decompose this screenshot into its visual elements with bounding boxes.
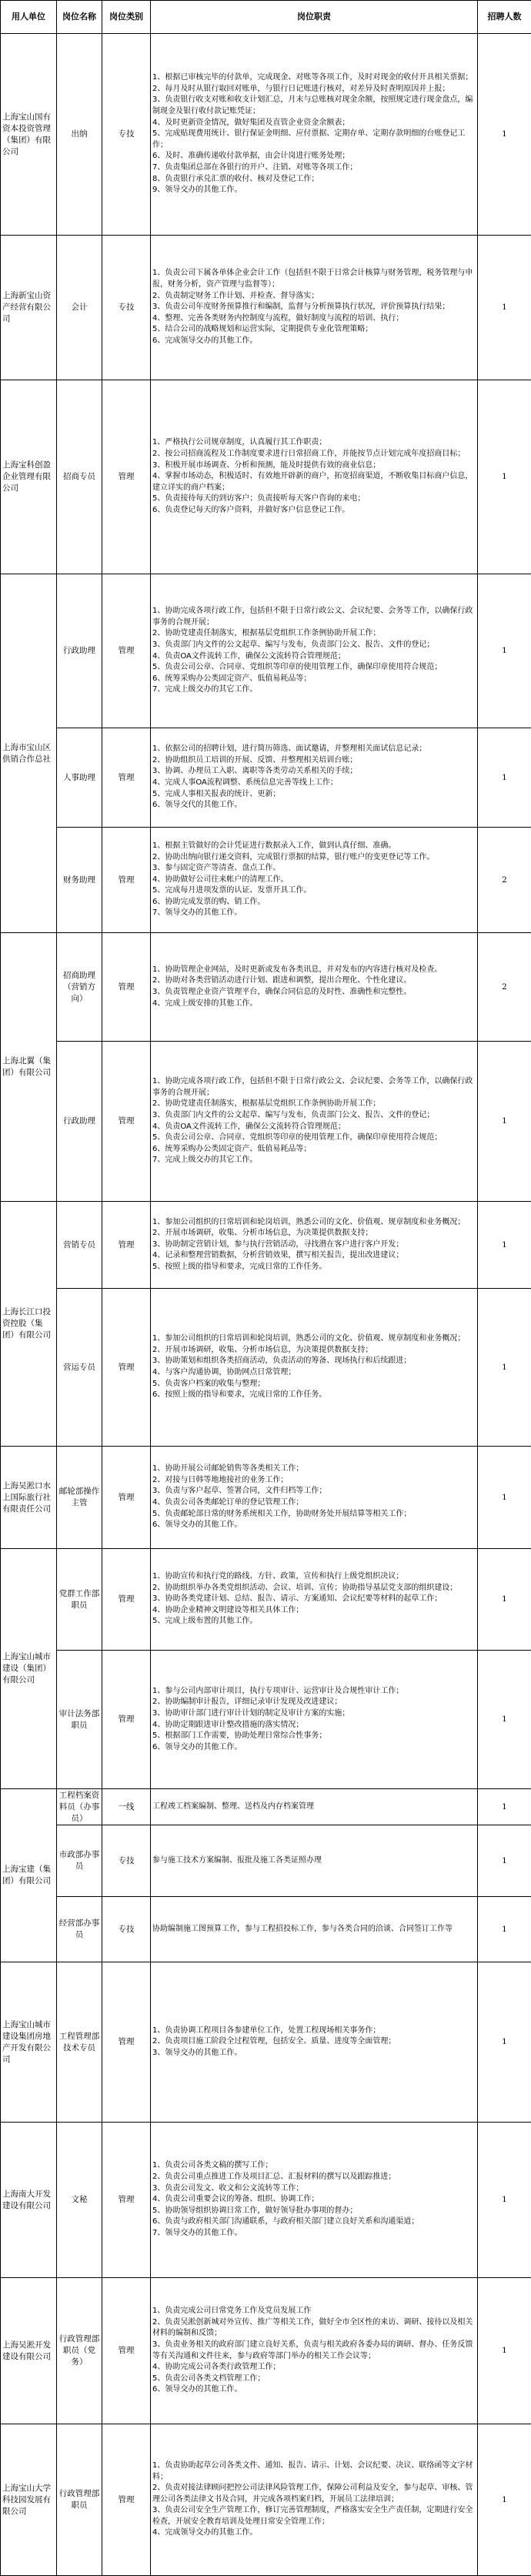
duty-item: 3、负责管理企业资产管理平台，确保合同信息的及时性、准确性和完整性。 [152, 987, 475, 999]
hiring-count-cell: 1 [478, 1289, 531, 1447]
duties-cell [151, 828, 478, 933]
hiring-count-cell: 1 [478, 2424, 531, 2576]
position-category-cell: 专技 [102, 236, 151, 380]
table-row [1, 2424, 531, 2576]
position-name-cell: 行政管理部职员 [57, 2424, 102, 2576]
duties-cell [151, 1447, 478, 1549]
duty-item: 4、协助完成公司各类行政管理工作； [152, 2362, 475, 2374]
duties-cell [151, 728, 478, 828]
position-category-cell: 管理 [102, 380, 151, 574]
duties-cell [151, 1651, 478, 1789]
duty-item: 3、负责公司安全生产管理工作，修订完善管理制度，严格落实安全生产责任制，定期进行安全检查，开展安全教育培训及处理日常安全管理工作； [152, 2505, 475, 2527]
duty-item: 3、负责公司发文、收文和公文流转等工作； [152, 2183, 475, 2195]
duty-item: 1、负责完成公司日常党务工作及党员发展工作 [152, 2306, 475, 2317]
duty-item: 4、记录和整理营销数据，分析营销效果，撰写相关报告，提出改进建议； [152, 1250, 475, 1262]
duty-item: 6、领导交办的其他工作。 [152, 1742, 475, 1754]
employer-unit-cell: 上海宝建（集团）有限公司 [1, 1789, 57, 1962]
table-row [1, 1289, 531, 1447]
hiring-count-cell: 1 [478, 1042, 531, 1202]
duty-item: 工程竣工档案编制、整理、送档及内存档案管理 [152, 1802, 475, 1813]
duty-item: 7、领导交办的其他工作。 [152, 908, 475, 919]
duty-item: 3、负责与客户起草、签署合同，文件归档等工作； [152, 1486, 475, 1497]
duty-item: 5、完成贴现费用统计、银行保证金明细、应付票据、定期存单、定期存款明细的台账登记工作； [152, 129, 475, 151]
header-count: 招聘人数 [478, 1, 531, 34]
hiring-count-cell: 1 [478, 574, 531, 728]
duties-cell [151, 2278, 478, 2424]
hiring-count-cell: 1 [478, 34, 531, 236]
position-name-cell: 行政助理 [57, 1042, 102, 1202]
duty-item: 5、完成人事相关报表的统计、更新； [152, 789, 475, 801]
duty-item: 6、统筹采购办公类固定资产、低值易耗品等； [152, 1144, 475, 1156]
duty-item: 1、负责公司各类文稿的撰写工作； [152, 2160, 475, 2172]
duties-cell [151, 1549, 478, 1651]
duty-item: 5、负责客户档案的收集与整理； [152, 1379, 475, 1390]
position-name-cell: 出纳 [57, 34, 102, 236]
duty-item: 6、完成领导交办的其他工作。 [152, 336, 475, 347]
duty-item: 2、开展市场调研，收集、分析市场信息，为决策提供数据支持； [152, 1345, 475, 1357]
position-category-cell: 管理 [102, 2278, 151, 2424]
position-name-cell: 文秘 [57, 2123, 102, 2278]
table-row [1, 2123, 531, 2278]
duty-item: 7、完成上级交办的其它工作。 [152, 1155, 475, 1166]
duty-item: 2、协助出纳向银行递交资料，完成银行票据的结算，银行账户的变更登记等工作。 [152, 852, 475, 864]
employer-unit-cell: 上海宝科创盈企业管理有限公司 [1, 380, 57, 574]
position-category-cell: 管理 [102, 828, 151, 933]
duty-item: 1、负责协助起草公司各类文件、通知、报告、请示、计划、会议纪要、决议、联络函等文字材料； [152, 2461, 475, 2483]
table-row [1, 1962, 531, 2123]
duty-item: 9、领导交办的其他工作。 [152, 185, 475, 196]
duties-cell [151, 1897, 478, 1962]
duty-item: 5、按照上级的指导和要求，完成日常的工作任务。 [152, 1262, 475, 1273]
position-name-cell: 行政管理部职员（党务） [57, 2278, 102, 2424]
duty-item: 6、领导交办的其他工作。 [152, 2384, 475, 2396]
header-position: 岗位名称 [57, 1, 102, 34]
position-category-cell: 管理 [102, 728, 151, 828]
hiring-count-cell: 1 [478, 2278, 531, 2424]
table-row [1, 34, 531, 236]
duty-item: 2、负责对接法律顾问把控公司法律风险管理工作，保障公司利益及安全，参与起草、审核、管理公司各类法律文书及合同，并完成各项档案归档，开展员工法律培训； [152, 2483, 475, 2505]
duty-item: 3、负责公司年度财务预算推行和编制，监督与分析预算执行状况，评价预算执行结果； [152, 302, 475, 313]
position-category-cell: 管理 [102, 1447, 151, 1549]
header-unit: 用人单位 [1, 1, 57, 34]
hiring-count-cell: 1 [478, 380, 531, 574]
duty-item: 1、依据公司的招聘计划，进行简历筛选、面试邀请，并整理相关面试信息记录； [152, 744, 475, 755]
duty-item: 6、及时、准确传递收付款单据，由会计岗进行账务处理； [152, 151, 475, 162]
duty-item: 5、根据部门工作需要，协助处理日常综合性事务； [152, 1731, 475, 1742]
duty-item: 2、负责公司重点推进工作及项目汇总、汇报材料的撰写以及跟踪推进； [152, 2172, 475, 2183]
duty-item: 7、领导交办的其他工作。 [152, 2228, 475, 2240]
duty-item: 2、负责制定财务工作计划、并检查、督导落实； [152, 291, 475, 303]
duty-item: 6、统筹采购办公类固定资产、低值易耗品等； [152, 674, 475, 685]
duty-item: 4、与客户沟通协调，协助网点日常管理； [152, 1367, 475, 1379]
position-category-cell: 管理 [102, 1651, 151, 1789]
table-row [1, 933, 531, 1042]
duty-item: 1、负责协调工程项目各参建单位工作，处置工程现场相关事务作； [152, 2026, 475, 2037]
duty-item: 协助编制施工图预算工作，参与工程招投标工作，参与各类合同的洽谈、合同签订工作等 [152, 1924, 475, 1935]
position-name-cell: 招商助理（营销方向） [57, 933, 102, 1042]
employer-unit-cell: 上海宝山城市建设集团房地产开发有限公司 [1, 1962, 57, 2123]
duty-item: 1、根据主管做好的会计凭证进行数据录入工作，做到认真仔细、准确。 [152, 841, 475, 852]
position-name-cell: 工程管理部技术专员 [57, 1962, 102, 2123]
position-name-cell: 人事助理 [57, 728, 102, 828]
duty-item: 6、协助完成发票的购、销工作。 [152, 897, 475, 908]
duty-item: 3、领导交办的其他工作。 [152, 2048, 475, 2059]
position-category-cell: 管理 [102, 933, 151, 1042]
duties-cell [151, 1289, 478, 1447]
duty-item: 3、负责部门内文件的公文起草、编写与发布，负责部门公文、报告、文件的登记； [152, 1110, 475, 1122]
duties-cell [151, 1202, 478, 1289]
duty-item: 1、参加公司组织的日常培训和轮岗培训，熟悉公司的文化、价值观、规章制度和业务概况； [152, 1217, 475, 1229]
employer-unit-cell: 上海宝山城市建设（集团）有限公司 [1, 1549, 57, 1789]
duty-item: 5、完成上级布置的其他工作。 [152, 1616, 475, 1628]
position-name-cell: 营运专员 [57, 1289, 102, 1447]
duty-item: 5、完成每月进项发票的认证、发票开具工作。 [152, 885, 475, 897]
duty-item: 5、负责邮轮部日常的财务系统相关工作，协助财务处开展结算等相关工作； [152, 1509, 475, 1521]
position-name-cell: 会计 [57, 236, 102, 380]
duty-item: 6、领导交办的其他工作。 [152, 1520, 475, 1531]
hiring-count-cell: 1 [478, 1651, 531, 1789]
employer-unit-cell: 上海吴淞口水上国际旅行社有限责任公司 [1, 1447, 57, 1549]
duty-item: 4、负责公司各类邮轮订单的登记管理工作； [152, 1497, 475, 1509]
hiring-count-cell: 1 [478, 1825, 531, 1897]
duties-cell [151, 1042, 478, 1202]
position-category-cell: 管理 [102, 1202, 151, 1289]
duty-item: 1、协助完成各项行政工作，包括但不限于日常行政公文、会议纪要、会务等工作，以确保行政事务的合规开展； [152, 606, 475, 628]
position-name-cell: 经营部办事员 [57, 1897, 102, 1962]
duty-item: 2、每月及时从银行取回对账单，与银行日记账进行核对，对差异及时查明原因并上报； [152, 84, 475, 95]
duty-item: 1、严格执行公司规章制度，认真履行其工作职责； [152, 437, 475, 449]
position-name-cell: 工程档案资料员（办事员） [57, 1789, 102, 1825]
duty-item: 4、协助做好公司往来帐户的清理工作。 [152, 875, 475, 886]
duties-cell [151, 2123, 478, 2278]
hiring-count-cell: 1 [478, 2123, 531, 2278]
table-row [1, 574, 531, 728]
hiring-count-cell: 1 [478, 1897, 531, 1962]
duties-cell [151, 236, 478, 380]
position-category-cell: 一线 [102, 1789, 151, 1825]
duties-cell [151, 933, 478, 1042]
position-name-cell: 财务助理 [57, 828, 102, 933]
table-row [1, 828, 531, 933]
position-name-cell: 营销专员 [57, 1202, 102, 1289]
duty-item: 参与施工技术方案编制、报批及施工各类证照办理 [152, 1855, 475, 1867]
duty-item: 3、协助策划和组织各类招商活动，负责活动的筹备、现场执行和后续跟进； [152, 1356, 475, 1367]
table-row [1, 1789, 531, 1825]
duty-item: 3、积极开展市场调查、分析和预测，能及时提供有效的商业信息； [152, 460, 475, 472]
table-row [1, 1202, 531, 1289]
position-category-cell: 管理 [102, 2424, 151, 2576]
header-duties: 岗位职责 [151, 1, 478, 34]
duty-item: 3、协调、办理员工入职、离职等各类劳动关系相关的手续； [152, 766, 475, 778]
table-header-row [1, 1, 531, 34]
hiring-count-cell: 1 [478, 1202, 531, 1289]
duty-item: 2、协助党建责任制落实，根据基层党组织工作条例协助开展工作； [152, 628, 475, 640]
duty-item: 3、负责银行收支对账和收支计划汇总，月末与总账核对现金余额，按照规定进行现金盘点，编制现金及银行收付款记账凭证； [152, 95, 475, 117]
table-body [1, 34, 531, 2576]
table-row [1, 1042, 531, 1202]
duty-item: 4、完成上级安排的其他工作。 [152, 999, 475, 1010]
duty-item: 4、整理、完善各类财务内控制度与流程，做好制度与流程的培训、执行； [152, 313, 475, 325]
duty-item: 2、开展市场调研，收集、分析市场信息，为决策提供数据支持； [152, 1228, 475, 1239]
position-name-cell: 党群工作部职员 [57, 1549, 102, 1651]
employer-unit-cell: 上海宝山大学科技园发展有限公司 [1, 2424, 57, 2576]
duty-item: 2、按公司招商流程及工作制度要求进行日常招商工作，并能按节点计划完成年度招商目标； [152, 449, 475, 460]
duties-cell [151, 2424, 478, 2576]
position-category-cell: 专技 [102, 1825, 151, 1897]
duty-item: 7、完成上级交办的其它工作。 [152, 684, 475, 696]
position-category-cell: 专技 [102, 34, 151, 236]
hiring-count-cell: 1 [478, 1962, 531, 2123]
hiring-count-cell: 2 [478, 933, 531, 1042]
position-category-cell: 管理 [102, 2123, 151, 2278]
duty-item: 1、参加公司组织的日常培训和轮岗培训，熟悉公司的文化、价值观、规章制度和业务概况； [152, 1333, 475, 1345]
duty-item: 6、按照上级的指导和要求，完成日常的工作任务。 [152, 1390, 475, 1401]
duty-item: 4、完成领导交办的其他工作。 [152, 2527, 475, 2539]
table-row [1, 1897, 531, 1962]
duty-item: 2、协助组织员工培训的开展、反馈、并整理相关培训台账； [152, 755, 475, 767]
position-category-cell: 管理 [102, 1042, 151, 1202]
duty-item: 2、协助对各类营销活动进行计划、跟进和调整，提出合理化、个性化建议。 [152, 975, 475, 987]
duties-cell [151, 1825, 478, 1897]
position-name-cell: 市政部办事员 [57, 1825, 102, 1897]
duty-item: 5、负责公司公章、合同章、党组织等印章的使用管理工作，确保印章使用符合规范； [152, 1132, 475, 1144]
duty-item: 6、负责登记每天的客户资料，并做好客户信息登记工作。 [152, 505, 475, 517]
duties-cell [151, 574, 478, 728]
duty-item: 5、负责公司公章、合同章、党组织等印章的使用管理工作，确保印章使用符合规范； [152, 662, 475, 674]
duties-cell [151, 1789, 478, 1825]
duty-item: 2、协助编制审计报告，详细记录审计发现及改进建议； [152, 1697, 475, 1708]
position-name-cell: 招商专员 [57, 380, 102, 574]
duty-item: 2、对接与日韩等地地接社的业务工作； [152, 1475, 475, 1487]
position-name-cell: 行政助理 [57, 574, 102, 728]
duty-item: 2、负责项目施工阶段全过程管理，包括安全、质量、进度等全面管理； [152, 2036, 475, 2048]
hiring-count-cell: 2 [478, 828, 531, 933]
duties-cell [151, 34, 478, 236]
duty-item: 4、协助企业精神文明建设等相关具体工作； [152, 1605, 475, 1617]
table-row [1, 728, 531, 828]
employer-unit-cell: 上海宝山国有资本投资管理（集团）有限公司 [1, 34, 57, 236]
table-row [1, 1651, 531, 1789]
position-category-cell: 管理 [102, 1289, 151, 1447]
employer-unit-cell: 上海新宝山资产经营有限公司 [1, 236, 57, 380]
duty-item: 1、协助管理企业网站，及时更新或发布各类讯息，并对发布的内容进行核对及检查。 [152, 965, 475, 976]
hiring-count-cell: 1 [478, 1789, 531, 1825]
duty-item: 1、协助宣传和执行党的路线、方针、政策，宣传和执行上级党组织决议； [152, 1571, 475, 1583]
duty-item: 1、协助开展公司邮轮销售等各类相关工作； [152, 1464, 475, 1475]
hiring-count-cell: 1 [478, 1447, 531, 1549]
table-row [1, 1549, 531, 1651]
duty-item: 5、负责公司各类文档管理工作； [152, 2374, 475, 2385]
hiring-count-cell: 1 [478, 728, 531, 828]
duty-item: 3、协助审计部门进行审计计划的制定及审计方案的实施； [152, 1708, 475, 1720]
duty-item: 3、负责业务相关的政府部门建立良好关系，负责与相关政府各委办局的调研、督办、任务反馈等有关沟通和文件往来，参与政府等部门举办的相关工作会议等； [152, 2340, 475, 2362]
table-row [1, 380, 531, 574]
duty-item: 5、负责接待每天的到访客户；负责接听每天客户咨询的来电； [152, 493, 475, 505]
duty-item: 3、参与固定资产等清查、盘点工作。 [152, 863, 475, 875]
duty-item: 6、领导交代的其他工作。 [152, 800, 475, 811]
duty-item: 3、协助各类党建计划、总结、报告、请示、方案通知、会议纪要等材料的起草工作； [152, 1594, 475, 1605]
duty-item: 4、掌握市场动态，积极适时、有效地开辟新的商户，拓宽招商渠道，不断收集目标商户信息，建立详实的商户档案； [152, 471, 475, 493]
duty-item: 1、负责公司下属各单体企业会计工作（包括但不限于日常会计核算与财务管理，税务管理与申报，财务分析，资产管理与监督等）； [152, 268, 475, 290]
employer-unit-cell: 上海长江口投资控股（集团）有限公司 [1, 1202, 57, 1447]
duty-item: 4、负责OA文件流转工作，确保公文流转符合管理规范； [152, 651, 475, 663]
duty-item: 1、参与公司内部审计项目，执行专项审计、运营审计及合规性审计工作； [152, 1686, 475, 1698]
duties-cell [151, 1962, 478, 2123]
duty-item: 7、负责集团总部在各银行的开户、注销、对账等各项工作； [152, 162, 475, 174]
duty-item: 4、及时更新资金情况，做好集团及直管企业资金余额表； [152, 118, 475, 129]
duty-item: 6、负责与政府相关部门沟通联系，与政府相关部门建立良好关系和沟通渠道； [152, 2216, 475, 2228]
header-category: 岗位类别 [102, 1, 151, 34]
employer-unit-cell: 上海市宝山区供销合作总社 [1, 574, 57, 933]
duty-item: 1、协助完成各项行政工作，包括但不限于日常行政公文、会议纪要、会务等工作，以确保行政事务的合规开展； [152, 1076, 475, 1099]
duty-item: 3、负责部门内文件的公文起草、编写与发布，负责部门公文、报告、文件的登记； [152, 640, 475, 651]
employer-unit-cell: 上海北翼（集团）有限公司 [1, 933, 57, 1202]
duty-item: 5、结合公司的战略规划和运营实际，定期提供专业化管理策略； [152, 324, 475, 336]
table-row [1, 236, 531, 380]
duty-item: 4、协助定期跟进审计整改措施的落实情况； [152, 1720, 475, 1731]
employer-unit-cell: 上海吴淞开发建设有限公司 [1, 2278, 57, 2424]
position-name-cell: 邮轮部操作主管 [57, 1447, 102, 1549]
duty-item: 2、负责吴淞创新城对外宣传、推广等相关工作，做好全市全区性的来访、调研、接待以及相关材料的编制和反馈； [152, 2317, 475, 2340]
position-category-cell: 管理 [102, 1962, 151, 2123]
duty-item: 4、完成人事OA流程调整、系统信息完善等线上工作； [152, 778, 475, 789]
hiring-count-cell: 1 [478, 1549, 531, 1651]
duty-item: 2、协助组织举办各类党组织活动、会议、培训、宣传；协助指导基层党支部的组织建设； [152, 1583, 475, 1594]
duty-item: 5、协助领导组织协调日常工作，做好领导批办事项的督办； [152, 2206, 475, 2217]
duties-cell [151, 380, 478, 574]
position-name-cell: 审计法务部职员 [57, 1651, 102, 1789]
position-category-cell: 管理 [102, 1549, 151, 1651]
table-row [1, 1447, 531, 1549]
position-category-cell: 管理 [102, 574, 151, 728]
table-row [1, 2278, 531, 2424]
duty-item: 8、负责银行承兑汇票的收付、核对及登记工作； [152, 174, 475, 186]
table-row [1, 1825, 531, 1897]
employer-unit-cell: 上海南大开发建设有限公司 [1, 2123, 57, 2278]
position-category-cell: 专技 [102, 1897, 151, 1962]
duty-item: 2、协助党建责任制落实，根据基层党组织工作条例协助开展工作； [152, 1099, 475, 1110]
duty-item: 4、负责公司重要会议的筹备、组织、协调工作； [152, 2194, 475, 2206]
hiring-count-cell: 1 [478, 236, 531, 380]
duty-item: 4、负责OA文件流转工作，确保公文流转符合管理规范； [152, 1122, 475, 1133]
duty-item: 3、协助制定营销计划，参与执行营销活动，寻找潜在客户进行客户开发； [152, 1239, 475, 1251]
duty-item: 1、根据已审核完毕的付款单，完成现金、对账等各项工作，及时对现金的收付开具相关票据； [152, 72, 475, 84]
